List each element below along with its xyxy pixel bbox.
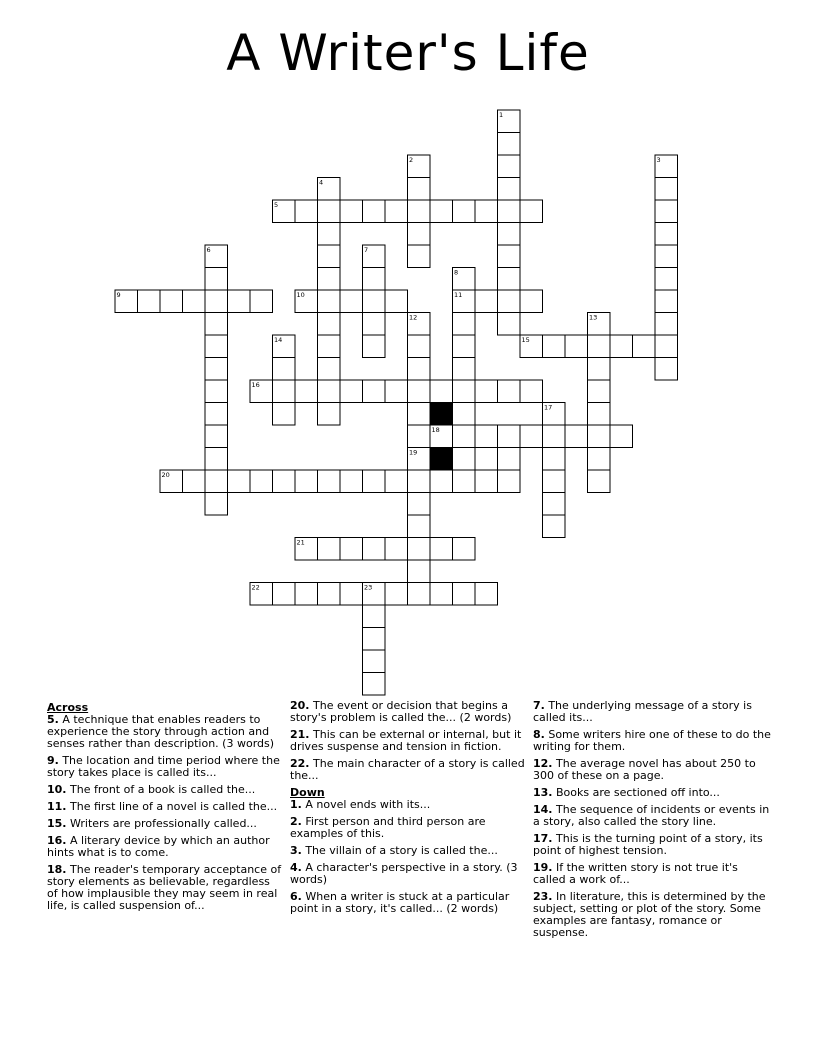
across-clue	[290, 729, 528, 753]
clue-number: 8.	[533, 728, 545, 741]
grid-cell[interactable]	[160, 290, 183, 313]
block-cell	[430, 448, 453, 471]
grid-cell[interactable]	[205, 335, 228, 358]
grid-cell[interactable]	[205, 380, 228, 403]
clue-number: 4.	[290, 861, 302, 874]
grid-cell[interactable]	[408, 560, 431, 583]
down-clue	[533, 833, 771, 857]
grid-cell[interactable]	[453, 403, 476, 426]
grid-cell[interactable]	[453, 470, 476, 493]
grid-cell[interactable]	[475, 425, 498, 448]
clue-number: 23.	[533, 890, 553, 903]
grid-cell[interactable]	[408, 403, 431, 426]
clue-column-1	[47, 700, 282, 917]
grid-cell[interactable]	[318, 313, 341, 336]
clue-number: 21.	[290, 728, 310, 741]
grid-cell[interactable]	[408, 493, 431, 516]
grid-cell[interactable]	[340, 290, 363, 313]
grid-cell[interactable]	[363, 650, 386, 673]
clue-text: This is the turning point of a story, its point of highest tension.	[533, 832, 763, 857]
grid-cell[interactable]	[318, 223, 341, 246]
clue-text: If the written story is not true it's called a work of...	[533, 861, 738, 886]
clue-text: The reader's temporary acceptance of story elements as believable, regardless of how implausible they may seem in real life, is called suspension of...	[47, 863, 282, 912]
grid-cell[interactable]	[205, 403, 228, 426]
clue-number-20: 20	[161, 471, 170, 479]
grid-cell[interactable]	[408, 470, 431, 493]
grid-cell[interactable]	[205, 268, 228, 291]
clue-text: This can be external or internal, but it drives suspense and tension in fiction.	[290, 728, 522, 753]
grid-cell[interactable]	[475, 583, 498, 606]
grid-cell[interactable]	[318, 470, 341, 493]
grid-cell[interactable]	[228, 470, 251, 493]
down-clue	[533, 891, 771, 939]
clue-number-2: 2	[409, 156, 414, 164]
grid-cell[interactable]	[205, 493, 228, 516]
clue-number-16: 16	[251, 381, 260, 389]
grid-cell[interactable]	[520, 425, 543, 448]
grid-cell[interactable]	[363, 335, 386, 358]
across-clue	[47, 784, 282, 796]
grid-cell[interactable]	[655, 200, 678, 223]
clue-text: Books are sectioned off into...	[552, 786, 720, 799]
clue-number-18: 18	[431, 426, 440, 434]
grid-cell[interactable]	[340, 380, 363, 403]
clue-text: First person and third person are examples of this.	[290, 815, 486, 840]
grid-cell[interactable]	[655, 245, 678, 268]
clue-number-6: 6	[206, 246, 211, 254]
down-clue	[290, 891, 528, 915]
clue-number: 7.	[533, 699, 545, 712]
grid-cell[interactable]	[453, 335, 476, 358]
across-clue	[290, 758, 528, 782]
grid-cell[interactable]	[363, 268, 386, 291]
clue-number-12: 12	[409, 313, 418, 322]
clue-number: 19.	[533, 861, 553, 874]
clue-column-3	[533, 700, 771, 944]
grid-cell[interactable]	[453, 313, 476, 336]
clue-number-1: 1	[499, 111, 504, 119]
grid-cell[interactable]	[498, 290, 521, 313]
grid-cell[interactable]	[273, 470, 296, 493]
grid-cell[interactable]	[205, 290, 228, 313]
grid-cell[interactable]	[408, 200, 431, 223]
grid-cell[interactable]	[430, 470, 453, 493]
clue-number: 1.	[290, 798, 302, 811]
grid-cell[interactable]	[498, 245, 521, 268]
clue-number: 10.	[47, 783, 67, 796]
across-clue	[47, 755, 282, 779]
clue-number: 9.	[47, 754, 59, 767]
clue-list	[47, 700, 777, 1000]
grid-cell[interactable]	[475, 470, 498, 493]
grid-cell[interactable]	[318, 245, 341, 268]
clue-number-9: 9	[116, 291, 121, 299]
grid-cell[interactable]	[250, 290, 273, 313]
grid-cell[interactable]	[453, 448, 476, 471]
clue-text: The front of a book is called the...	[66, 783, 256, 796]
grid-cell[interactable]	[273, 403, 296, 426]
grid-cell[interactable]	[295, 380, 318, 403]
grid-cell[interactable]	[183, 290, 206, 313]
grid-cell[interactable]	[430, 538, 453, 561]
grid-cell[interactable]	[543, 470, 566, 493]
grid-cell[interactable]	[318, 403, 341, 426]
grid-cell[interactable]	[453, 425, 476, 448]
grid-cell[interactable]	[588, 470, 611, 493]
clue-text: The event or decision that begins a story's problem is called the... (2 words)	[290, 699, 512, 724]
clue-number: 2.	[290, 815, 302, 828]
clue-text: The location and time period where the story takes place is called its...	[47, 754, 280, 779]
clue-text: Some writers hire one of these to do the writing for them.	[533, 728, 771, 753]
grid-cell[interactable]	[250, 470, 273, 493]
grid-cell[interactable]	[475, 200, 498, 223]
grid-cell[interactable]	[205, 313, 228, 336]
grid-cell[interactable]	[363, 290, 386, 313]
clue-number: 18.	[47, 863, 67, 876]
grid-cell[interactable]	[453, 583, 476, 606]
grid-cell[interactable]	[633, 335, 656, 358]
grid-cell[interactable]	[385, 583, 408, 606]
grid-cell[interactable]	[385, 200, 408, 223]
grid-cell[interactable]	[408, 245, 431, 268]
down-clue	[290, 799, 528, 811]
grid-cell[interactable]	[655, 358, 678, 381]
grid-cell[interactable]	[363, 470, 386, 493]
grid-cell[interactable]	[498, 200, 521, 223]
across-clue	[47, 864, 282, 912]
grid-cell[interactable]	[318, 380, 341, 403]
grid-cell[interactable]	[228, 290, 251, 313]
clue-number: 5.	[47, 713, 59, 726]
grid-cell[interactable]	[655, 290, 678, 313]
grid-cell[interactable]	[318, 268, 341, 291]
grid-cell[interactable]	[498, 470, 521, 493]
clue-number-15: 15	[521, 336, 530, 344]
grid-cell[interactable]	[453, 380, 476, 403]
clue-text: When a writer is stuck at a particular point in a story, it's called... (2 words)	[290, 890, 510, 915]
grid-cell[interactable]	[565, 425, 588, 448]
clue-number-8: 8	[454, 268, 459, 277]
grid-cell[interactable]	[498, 425, 521, 448]
grid-cell[interactable]	[340, 583, 363, 606]
grid-cell[interactable]	[655, 313, 678, 336]
grid-cell[interactable]	[385, 538, 408, 561]
grid-cell[interactable]	[273, 583, 296, 606]
grid-cell[interactable]	[520, 380, 543, 403]
grid-cell[interactable]	[453, 200, 476, 223]
puzzle-title: A Writer's Life	[226, 24, 590, 82]
grid-cell[interactable]	[655, 223, 678, 246]
grid-cell[interactable]	[408, 335, 431, 358]
clue-number: 6.	[290, 890, 302, 903]
grid-cell[interactable]	[498, 155, 521, 178]
down-clue	[533, 729, 771, 753]
clue-text: A character's perspective in a story. (3 words)	[290, 861, 518, 886]
grid-cell[interactable]	[588, 448, 611, 471]
grid-cell[interactable]	[385, 470, 408, 493]
grid-cell[interactable]	[475, 448, 498, 471]
grid-cell[interactable]	[655, 268, 678, 291]
grid-cell[interactable]	[363, 628, 386, 651]
clue-text: The underlying message of a story is called its...	[533, 699, 752, 724]
grid-cell[interactable]	[453, 358, 476, 381]
grid-cell[interactable]	[408, 538, 431, 561]
grid-cell[interactable]	[588, 380, 611, 403]
grid-cell[interactable]	[588, 358, 611, 381]
down-clue	[533, 758, 771, 782]
grid-cell[interactable]	[340, 470, 363, 493]
clue-text: The sequence of incidents or events in a story, also called the story line.	[533, 803, 770, 828]
grid-cell[interactable]	[408, 583, 431, 606]
down-clue	[533, 787, 771, 799]
grid-cell[interactable]	[588, 335, 611, 358]
grid-cell[interactable]	[295, 200, 318, 223]
grid-cell[interactable]	[610, 425, 633, 448]
grid-cell[interactable]	[543, 448, 566, 471]
grid-cell[interactable]	[520, 290, 543, 313]
across-clue	[47, 818, 282, 830]
down-clue	[290, 816, 528, 840]
grid-cell[interactable]	[295, 470, 318, 493]
grid-cell[interactable]	[205, 448, 228, 471]
clue-number-14: 14	[274, 336, 283, 344]
grid-cell[interactable]	[205, 358, 228, 381]
grid-cell[interactable]	[498, 133, 521, 156]
grid-cell[interactable]	[273, 358, 296, 381]
grid-cell[interactable]	[318, 583, 341, 606]
clue-number-17: 17	[544, 403, 553, 412]
grid-cell[interactable]	[363, 605, 386, 628]
clue-text: The average novel has about 250 to 300 of these on a page.	[533, 757, 756, 782]
grid-cell[interactable]	[385, 290, 408, 313]
clue-number: 14.	[533, 803, 553, 816]
clue-text: In literature, this is determined by the subject, setting or plot of the story. Some examples are fantasy, romance or suspense.	[533, 890, 766, 939]
clue-number-4: 4	[319, 178, 324, 187]
clue-text: A literary device by which an author hints what is to come.	[47, 834, 270, 859]
grid-cell[interactable]	[363, 538, 386, 561]
across-clue	[47, 714, 282, 750]
grid-cell[interactable]	[318, 335, 341, 358]
grid-cell[interactable]	[318, 358, 341, 381]
clue-number: 11.	[47, 800, 67, 813]
grid-cell[interactable]	[543, 493, 566, 516]
grid-cell[interactable]	[138, 290, 161, 313]
grid-cell[interactable]	[408, 515, 431, 538]
clue-text: The first line of a novel is called the...	[66, 800, 278, 813]
clue-number-23: 23	[364, 583, 373, 592]
grid-cell[interactable]	[565, 335, 588, 358]
grid-cell[interactable]	[520, 200, 543, 223]
grid-cell[interactable]	[340, 538, 363, 561]
grid-cell[interactable]	[363, 200, 386, 223]
clue-number-10: 10	[296, 291, 305, 299]
grid-cell[interactable]	[295, 583, 318, 606]
grid-cell[interactable]	[475, 380, 498, 403]
grid-cell[interactable]	[318, 290, 341, 313]
grid-cell[interactable]	[318, 538, 341, 561]
grid-cell[interactable]	[363, 313, 386, 336]
grid-cell[interactable]	[588, 403, 611, 426]
clue-number: 17.	[533, 832, 553, 845]
clue-column-2	[290, 700, 528, 920]
grid-cell[interactable]	[205, 470, 228, 493]
across-heading: Across	[47, 701, 89, 714]
grid-cell[interactable]	[588, 425, 611, 448]
grid-cell[interactable]	[408, 223, 431, 246]
clue-number: 20.	[290, 699, 310, 712]
grid-cell[interactable]	[453, 538, 476, 561]
grid-cell[interactable]	[408, 358, 431, 381]
down-clue	[533, 862, 771, 886]
clue-number-13: 13	[589, 313, 598, 322]
grid-cell[interactable]	[430, 583, 453, 606]
grid-cell[interactable]	[430, 200, 453, 223]
grid-cell[interactable]	[408, 178, 431, 201]
down-clue	[290, 862, 528, 886]
grid-cell[interactable]	[498, 448, 521, 471]
grid-cell[interactable]	[475, 290, 498, 313]
clue-text: A novel ends with its...	[301, 798, 431, 811]
clue-number: 15.	[47, 817, 67, 830]
down-clue	[533, 700, 771, 724]
down-heading: Down	[290, 786, 325, 799]
clue-number: 22.	[290, 757, 310, 770]
grid-cell[interactable]	[543, 335, 566, 358]
grid-cell[interactable]	[430, 380, 453, 403]
clue-number-21: 21	[296, 538, 305, 547]
grid-cell[interactable]	[318, 200, 341, 223]
clue-number-11: 11	[454, 291, 463, 299]
grid-cell[interactable]	[363, 380, 386, 403]
clue-text: A technique that enables readers to experience the story through action and senses rather than description. (3 words)	[47, 713, 275, 750]
grid-cell[interactable]	[183, 470, 206, 493]
down-clue	[533, 804, 771, 828]
clue-text: The main character of a story is called the...	[290, 757, 525, 782]
grid-cell[interactable]	[385, 380, 408, 403]
grid-cell[interactable]	[655, 178, 678, 201]
grid-cell[interactable]	[363, 673, 386, 696]
grid-cell[interactable]	[498, 380, 521, 403]
grid-cell[interactable]	[655, 335, 678, 358]
grid-cell[interactable]	[205, 425, 228, 448]
grid-cell[interactable]	[610, 335, 633, 358]
grid-cell[interactable]	[543, 425, 566, 448]
grid-cell[interactable]	[498, 268, 521, 291]
grid-cell[interactable]	[340, 200, 363, 223]
clue-number: 13.	[533, 786, 553, 799]
grid-cell[interactable]	[498, 178, 521, 201]
clue-number: 12.	[533, 757, 553, 770]
clue-number: 3.	[290, 844, 302, 857]
clue-number-22: 22	[251, 583, 260, 592]
grid-cell[interactable]	[273, 380, 296, 403]
clue-text: The villain of a story is called the...	[301, 844, 498, 857]
clue-number-3: 3	[656, 156, 661, 164]
clue-number-5: 5	[274, 201, 279, 209]
down-clue	[290, 845, 528, 857]
grid-cell[interactable]	[408, 425, 431, 448]
clue-text: Writers are professionally called...	[66, 817, 257, 830]
clue-number-7: 7	[364, 246, 369, 254]
clue-number: 16.	[47, 834, 67, 847]
across-clue	[47, 801, 282, 813]
grid-cell[interactable]	[498, 223, 521, 246]
grid-cell[interactable]	[498, 313, 521, 336]
block-cell	[430, 403, 453, 426]
clue-number-19: 19	[409, 448, 418, 457]
grid-cell[interactable]	[408, 380, 431, 403]
across-clue	[47, 835, 282, 859]
grid-cell[interactable]	[543, 515, 566, 538]
across-clue	[290, 700, 528, 724]
